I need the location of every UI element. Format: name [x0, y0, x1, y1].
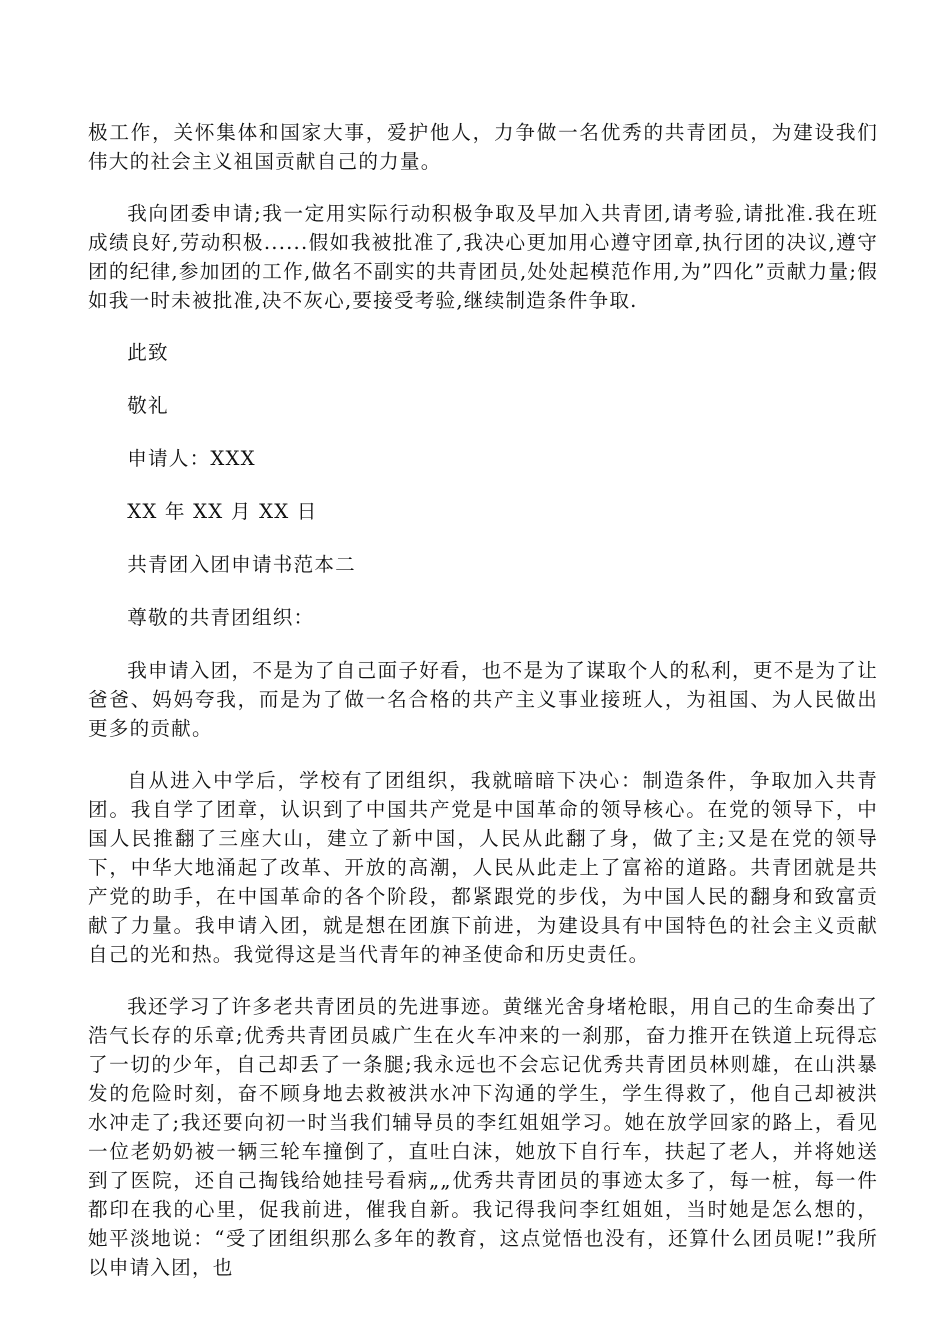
- document-body: [88, 118, 878, 1305]
- paragraph-examples: 我还学习了许多老共青团员的先进事迹。黄继光舍身堵枪眼，用自己的生命奏出了浩气长存的乐章;优秀共青团员戚广生在火车冲来的一刹那，奋力推开在铁道上玩得忘了一切的少年，自己却丢了一条腿;我永远也不会忘记优秀共青团员林则雄，在山洪暴发的危险时刻，奋不顾身地去救被洪水冲下沟通的学生，学生得救了，他自己却被洪水冲走了;我还要向初一时当我们辅导员的李红姐姐学习。她在放学回家的路上，看见一位老奶奶被一辆三轮车撞倒了，直吐白沫，她放下自行车，扶起了老人，并将她送到了医院，还自己掏钱给她挂号看病„„优秀共青团员的事迹太多了，每一桩，每一件都印在我的心里，促我前进，催我自新。我记得我问李红姐姐，当时她是怎么想的，她平淡地说：“受了团组织那么多年的教育，这点觉悟也没有，还算什么团员呢!”我所以申请入团，也: [88, 995, 878, 1279]
- paragraph-continuation: 极工作，关怀集体和国家大事，爱护他人，力争做一名优秀的共青团员，为建设我们伟大的社会主义祖国贡献自己的力量。: [88, 121, 878, 173]
- application-date: XX 年 XX 月 XX 日: [127, 500, 318, 523]
- closing-regards: 敬礼: [127, 394, 169, 417]
- paragraph-study: 自从进入中学后，学校有了团组织，我就暗暗下决心：制造条件，争取加入共青团。我自学了团章，认识到了中国共产党是中国革命的领导核心。在党的领导下，中国人民推翻了三座大山，建立了新中国，人民从此翻了身，做了主;又是在党的领导下，中华大地涌起了改革、开放的高潮，人民从此走上了富裕的道路。共青团就是共产党的助手，在中国革命的各个阶段，都紧跟党的步伐，为中国人民的翻身和致富贡献了力量。我申请入团，就是想在团旗下前进，为建设具有中国特色的社会主义贡献自己的光和热。我觉得这是当代青年的神圣使命和历史责任。: [88, 769, 878, 966]
- paragraph-application-pledge: 我向团委申请;我一定用实际行动积极争取及早加入共青团,请考验,请批准.我在班成绩良好,劳动积极......假如我被批准了,我决心更加用心遵守团章,执行团的决议,遵守团的纪律,参加团的工作,做名不副实的共青团员,处处起模范作用,为”四化”贡献力量;假如我一时未被批准,决不灰心,要接受考验,继续制造条件争取.: [88, 202, 878, 312]
- paragraph-motivation: 我申请入团，不是为了自己面子好看，也不是为了谋取个人的私利，更不是为了让爸爸、妈妈夸我，而是为了做一名合格的共产主义事业接班人，为祖国、为人民做出更多的贡献。: [88, 659, 878, 740]
- closing-salutation: 此致: [127, 341, 169, 364]
- section-title: 共青团入团申请书范本二: [127, 553, 356, 576]
- applicant-signature: 申请人：XXX: [127, 447, 256, 470]
- letter-greeting: 尊敬的共青团组织：: [127, 606, 315, 629]
